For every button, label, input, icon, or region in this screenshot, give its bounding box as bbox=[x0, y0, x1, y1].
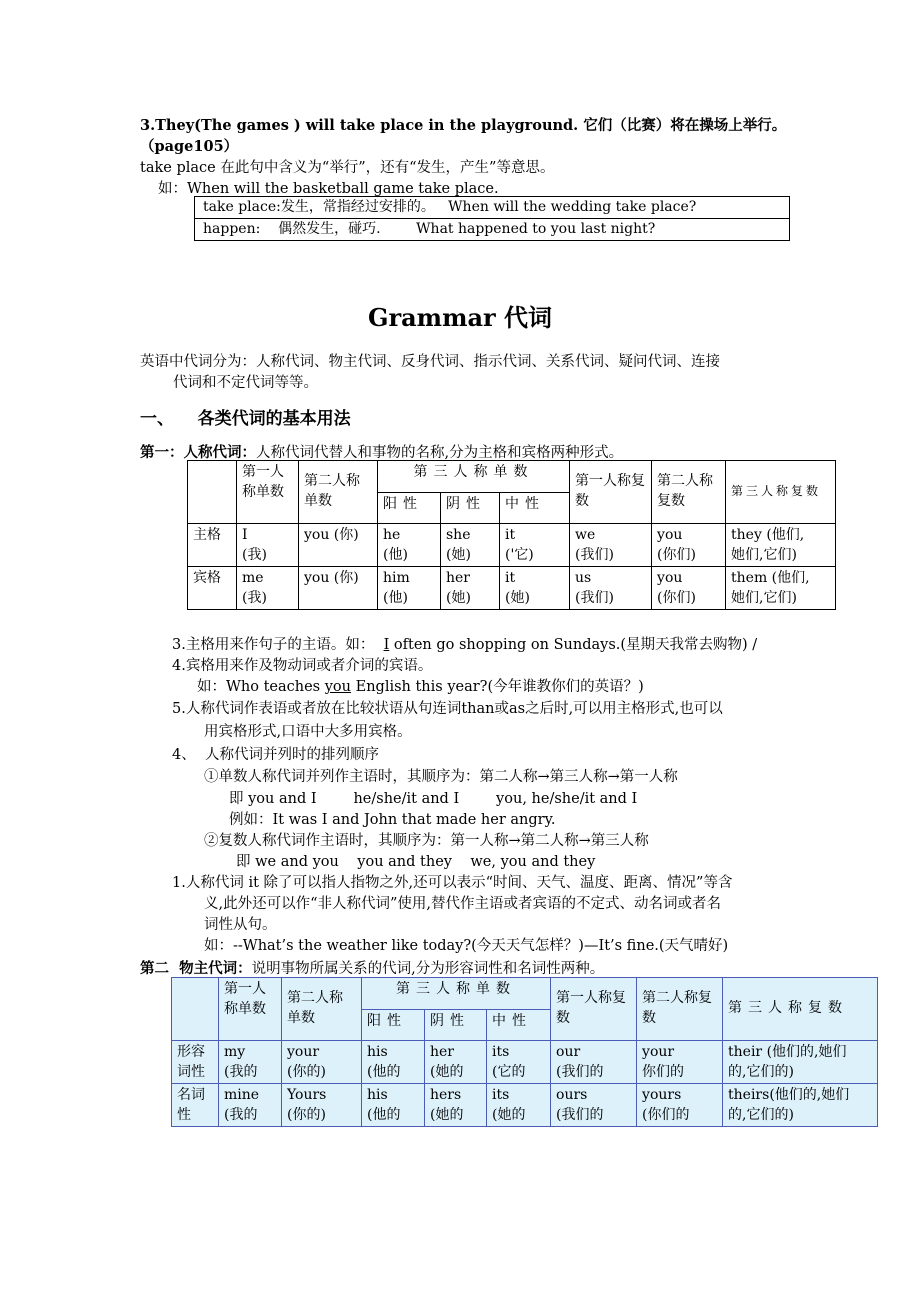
table-cell: her (她的 bbox=[425, 1041, 487, 1084]
table-corner bbox=[188, 461, 237, 524]
table-row bbox=[172, 978, 878, 1010]
col-header: 第二人称单数 bbox=[299, 461, 378, 524]
table-cell: your 你们的 bbox=[637, 1041, 723, 1084]
row-label: 主格 bbox=[188, 524, 237, 567]
table-cell: your (你的) bbox=[282, 1041, 362, 1084]
note-4ex-pre: 如：Who teaches bbox=[197, 679, 325, 695]
compare-cell: happen: 偶然发生，碰巧. What happened to you last night? bbox=[195, 219, 790, 241]
take-place-meaning: take place 在此句中含义为“举行”，还有“发生，产生”等意思。 bbox=[140, 160, 555, 176]
note-3-ul: I bbox=[383, 637, 390, 653]
note-4: 4.宾格用来作及物动词或者介词的宾语。 bbox=[172, 658, 433, 674]
table-cell: she (她) bbox=[441, 524, 500, 567]
table-row bbox=[188, 524, 836, 567]
col-header: 第一人称复数 bbox=[551, 978, 637, 1041]
note-4ex-ul: you bbox=[324, 679, 351, 695]
col-subheader: 阳性 bbox=[362, 1009, 425, 1041]
table-cell: Yours (你的) bbox=[282, 1084, 362, 1127]
table-cell: you (你) bbox=[299, 567, 378, 610]
col-header: 第三人称单数 bbox=[378, 461, 570, 493]
col-header: 第一人称复数 bbox=[570, 461, 652, 524]
note-4-example bbox=[197, 675, 644, 696]
table-cell: him (他) bbox=[378, 567, 441, 610]
table-cell: you (你们) bbox=[652, 524, 726, 567]
note-order-title: 4、 人称代词并列时的排列顺序 bbox=[172, 747, 379, 763]
note-3 bbox=[172, 633, 757, 654]
row-label: 名词性 bbox=[172, 1084, 219, 1127]
col-subheader: 阳性 bbox=[378, 492, 441, 524]
table-cell: hers (她的 bbox=[425, 1084, 487, 1127]
table-corner bbox=[172, 978, 219, 1041]
col-header: 第二人称单数 bbox=[282, 978, 362, 1041]
col-subheader: 中性 bbox=[500, 492, 570, 524]
table-cell: you (你) bbox=[299, 524, 378, 567]
note-it-line3: 词性从句。 bbox=[204, 917, 277, 933]
part1-label: 第一：人称代词： bbox=[140, 444, 256, 461]
possessive-pronoun-table bbox=[171, 977, 878, 1127]
col-subheader: 中性 bbox=[487, 1009, 551, 1041]
col-subheader: 阴性 bbox=[425, 1009, 487, 1041]
table-cell: his (他的 bbox=[362, 1041, 425, 1084]
section-title-line2: （page105） bbox=[140, 138, 239, 155]
table-cell: us (我们) bbox=[570, 567, 652, 610]
page-title: Grammar 代词 bbox=[367, 303, 553, 332]
compare-table bbox=[194, 196, 790, 241]
table-cell: them (他们, 她们,它们) bbox=[726, 567, 836, 610]
table-cell: he (他) bbox=[378, 524, 441, 567]
note-order-a-ex2: 例如：It was I and John that made her angry. bbox=[229, 812, 556, 828]
intro-line1: 英语中代词分为：人称代词、物主代词、反身代词、指示代词、关系代词、疑问代词、连接 bbox=[140, 354, 720, 370]
table-cell: you (你们) bbox=[652, 567, 726, 610]
part1-line bbox=[140, 441, 623, 462]
table-cell: its (她的 bbox=[487, 1084, 551, 1127]
note-5-line1: 5.人称代词作表语或者放在比较状语从句连词than或as之后时,可以用主格形式,也可以 bbox=[172, 701, 723, 717]
part2-label: 第二 物主代词： bbox=[140, 960, 252, 977]
table-cell: it ('它) bbox=[500, 524, 570, 567]
table-cell: I (我) bbox=[237, 524, 299, 567]
note-3-post: often go shopping on Sundays.(星期天我常去购物) / bbox=[389, 637, 758, 653]
part1-desc: 人称代词代替人和事物的名称,分为主格和宾格两种形式。 bbox=[256, 445, 624, 461]
table-cell: my (我的 bbox=[219, 1041, 282, 1084]
note-5-line2: 用宾格形式,口语中大多用宾格。 bbox=[204, 724, 412, 740]
table-row bbox=[188, 461, 836, 493]
note-order-a: ①单数人称代词并列作主语时，其顺序为：第二人称→第三人称→第一人称 bbox=[204, 769, 678, 785]
col-header: 第一人称单数 bbox=[219, 978, 282, 1041]
table-cell: her (她) bbox=[441, 567, 500, 610]
table-cell: yours (你们的 bbox=[637, 1084, 723, 1127]
col-header: 第三人称复数 bbox=[723, 978, 878, 1041]
table-row bbox=[172, 1041, 878, 1084]
table-cell: ours (我们的 bbox=[551, 1084, 637, 1127]
col-subheader: 阴性 bbox=[441, 492, 500, 524]
table-cell: mine (我的 bbox=[219, 1084, 282, 1127]
table-cell: our (我们的 bbox=[551, 1041, 637, 1084]
note-it-line2: 义,此外还可以作“非人称代词”使用,替代作主语或者宾语的不定式、动名词或者名 bbox=[204, 896, 722, 912]
intro-line2: 代词和不定代词等等。 bbox=[173, 375, 318, 391]
part2-desc: 说明事物所属关系的代词,分为形容词性和名词性两种。 bbox=[251, 961, 605, 977]
note-order-a-ex: 即 you and I he/she/it and I you, he/she/it and I bbox=[229, 791, 638, 807]
table-cell: it (她) bbox=[500, 567, 570, 610]
table-cell: me (我) bbox=[237, 567, 299, 610]
note-it-line1: 1.人称代词 it 除了可以指人指物之外,还可以表示“时间、天气、温度、距离、情况”等含 bbox=[172, 875, 733, 891]
note-order-b: ②复数人称代词作主语时，其顺序为：第一人称→第二人称→第三人称 bbox=[204, 833, 649, 849]
col-header: 第三人称单数 bbox=[362, 978, 551, 1010]
note-4ex-post: English this year?(今年谁教你们的英语？) bbox=[351, 679, 644, 695]
row-label: 形容词性 bbox=[172, 1041, 219, 1084]
table-row bbox=[172, 1084, 878, 1127]
note-it-example: 如：--What’s the weather like today?(今天天气怎样？)—It’s fine.(天气晴好) bbox=[204, 938, 729, 954]
personal-pronoun-table bbox=[187, 460, 836, 610]
col-header: 第一人称单数 bbox=[237, 461, 299, 524]
table-cell: theirs(他们的,她们 的,它们的) bbox=[723, 1084, 878, 1127]
table-cell: we (我们) bbox=[570, 524, 652, 567]
col-header: 第三人称复数 bbox=[726, 461, 836, 524]
table-row bbox=[195, 219, 790, 241]
col-header: 第二人称复数 bbox=[652, 461, 726, 524]
table-row bbox=[188, 567, 836, 610]
heading-basic-usage: 一、 各类代词的基本用法 bbox=[140, 409, 351, 429]
table-cell: their (他们的,她们 的,它们的) bbox=[723, 1041, 878, 1084]
row-label: 宾格 bbox=[188, 567, 237, 610]
part2-line bbox=[140, 957, 604, 978]
table-row bbox=[195, 197, 790, 219]
table-cell: its (它的 bbox=[487, 1041, 551, 1084]
table-cell: they (他们, 她们,它们) bbox=[726, 524, 836, 567]
note-order-b-ex: 即 we and you you and they we, you and they bbox=[236, 854, 596, 870]
compare-cell: take place:发生，常指经过安排的。 When will the wedding take place? bbox=[195, 197, 790, 219]
section-title-line1: 3.They(The games ) will take place in the playground. 它们（比赛）将在操场上举行。 bbox=[140, 117, 787, 134]
table-cell: his (他的 bbox=[362, 1084, 425, 1127]
take-place-example: 如：When will the basketball game take place. bbox=[158, 181, 499, 197]
note-3-pre: 3.主格用来作句子的主语。如： bbox=[172, 637, 384, 653]
col-header: 第二人称复数 bbox=[637, 978, 723, 1041]
